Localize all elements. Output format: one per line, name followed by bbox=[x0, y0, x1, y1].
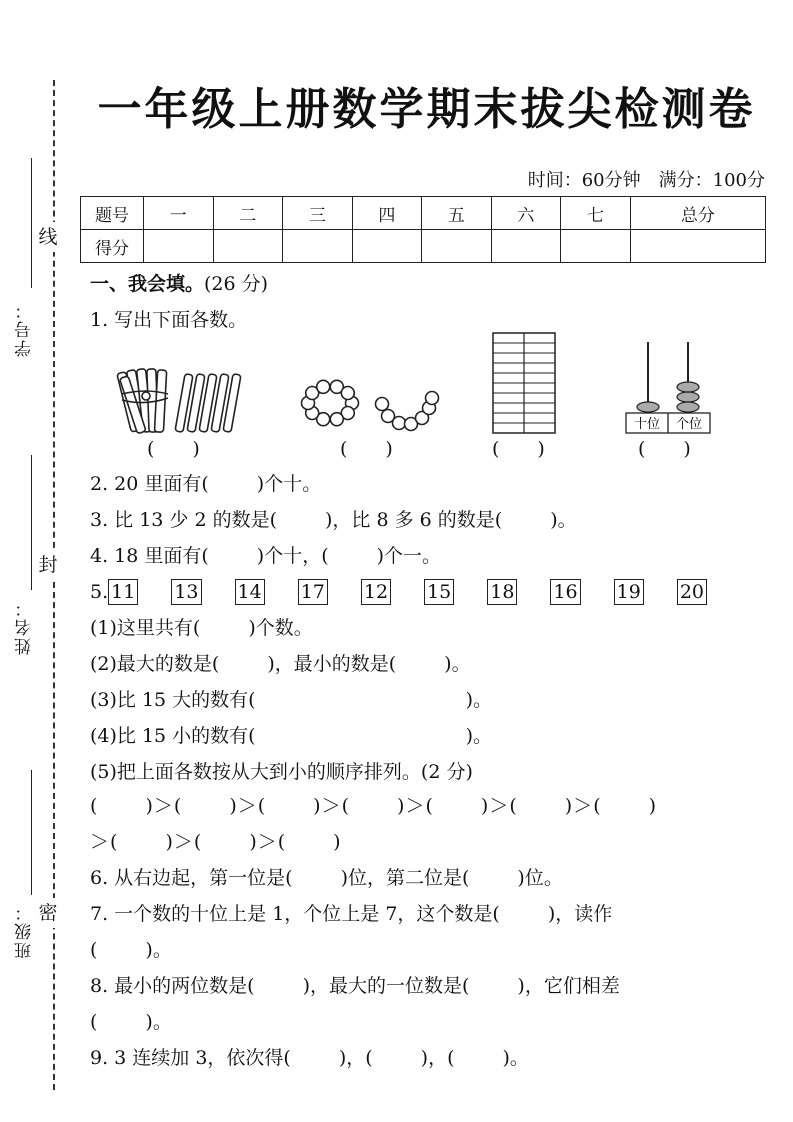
column-header: 六 bbox=[491, 197, 561, 230]
score-table bbox=[80, 196, 766, 263]
number-box: 17 bbox=[298, 579, 328, 605]
question-5-4: (4)比 15 小的数有( )。 bbox=[90, 725, 493, 747]
binding-word-mi: 密 bbox=[37, 898, 59, 928]
bead-chain-icon bbox=[376, 392, 439, 431]
question-7-cont: ( )。 bbox=[90, 939, 172, 961]
header-label-cell: 题号 bbox=[81, 197, 144, 230]
number-box: 11 bbox=[108, 579, 138, 605]
name-line[interactable] bbox=[31, 455, 32, 590]
question-5-2: (2)最大的数是( )，最小的数是( )。 bbox=[90, 653, 471, 675]
tens-bead-icon bbox=[637, 402, 659, 412]
exam-meta bbox=[528, 166, 765, 192]
section-points: (26 分) bbox=[204, 273, 269, 295]
score-cell[interactable] bbox=[561, 230, 631, 263]
score-label-cell: 得分 bbox=[81, 230, 144, 263]
answer-blank-sticks[interactable]: ( ) bbox=[147, 438, 200, 460]
page-title: 一年级上册数学期末拔尖检测卷 bbox=[97, 84, 756, 135]
score-cell[interactable] bbox=[144, 230, 214, 263]
question-5-1: (1)这里共有( )个数。 bbox=[90, 617, 313, 639]
score-table-header-row bbox=[81, 197, 766, 230]
score-cell[interactable] bbox=[422, 230, 492, 263]
score-table-score-row bbox=[81, 230, 766, 263]
bead-icon bbox=[330, 413, 343, 426]
question-2: 2. 20 里面有( )个十。 bbox=[90, 473, 322, 495]
question-5-3: (3)比 15 大的数有( )。 bbox=[90, 689, 493, 711]
question-8-cont: ( )。 bbox=[90, 1011, 172, 1033]
bead-icon bbox=[341, 387, 354, 400]
name-label: 姓名： bbox=[15, 598, 35, 655]
ones-label: 个位 bbox=[675, 417, 703, 432]
column-header: 二 bbox=[213, 197, 283, 230]
number-box: 19 bbox=[614, 579, 644, 605]
bead-ring-icon bbox=[302, 380, 359, 425]
score-cell[interactable] bbox=[213, 230, 283, 263]
question-9: 9. 3 连续加 3，依次得( )，( )，( )。 bbox=[90, 1047, 529, 1069]
bead-icon bbox=[376, 398, 389, 411]
column-header: 四 bbox=[352, 197, 422, 230]
binding-word-feng: 封 bbox=[37, 550, 59, 580]
number-box: 16 bbox=[550, 579, 580, 605]
answer-blank-beads[interactable]: ( ) bbox=[340, 438, 393, 460]
answer-blank-grid[interactable]: ( ) bbox=[492, 438, 545, 460]
question-8: 8. 最小的两位数是( )，最大的一位数是( )，它们相差 bbox=[90, 975, 620, 997]
hundred-grid-figure bbox=[492, 332, 558, 436]
question-7: 7. 一个数的十位上是 1，个位上是 7，这个数是( )，读作 bbox=[90, 903, 613, 925]
student-number-label: 学号： bbox=[15, 300, 35, 357]
binding-word-xian: 线 bbox=[37, 222, 59, 252]
column-header: 一 bbox=[144, 197, 214, 230]
question-1: 1. 写出下面各数。 bbox=[90, 309, 248, 331]
ones-bead-icon bbox=[677, 392, 699, 402]
score-cell[interactable] bbox=[283, 230, 353, 263]
sticks-bundle-figure bbox=[110, 358, 250, 438]
full-score: 满分：100分 bbox=[658, 170, 765, 191]
number-box: 20 bbox=[677, 579, 707, 605]
ones-bead-icon bbox=[677, 402, 699, 412]
column-header: 五 bbox=[422, 197, 492, 230]
class-line[interactable] bbox=[31, 770, 32, 895]
column-header: 七 bbox=[561, 197, 631, 230]
question-4: 4. 18 里面有( )个十，( )个一。 bbox=[90, 545, 442, 567]
section-title: 一、我会填。 bbox=[90, 273, 205, 295]
number-box: 12 bbox=[361, 579, 391, 605]
ordering-line-1[interactable]: ( )＞( )＞( )＞( )＞( )＞( )＞( ) bbox=[90, 795, 658, 817]
time-limit: 时间：60分钟 bbox=[527, 170, 641, 191]
abacus-figure bbox=[622, 340, 714, 436]
ordering-line-2[interactable]: ＞( )＞( )＞( ) bbox=[90, 831, 342, 853]
question-3: 3. 比 13 少 2 的数是( )，比 8 多 6 的数是( )。 bbox=[90, 509, 577, 531]
column-header: 总分 bbox=[630, 197, 765, 230]
beads-figure bbox=[298, 370, 448, 440]
single-sticks-icon bbox=[175, 374, 241, 433]
tens-label: 十位 bbox=[633, 417, 661, 432]
bead-icon bbox=[317, 380, 330, 393]
number-box: 13 bbox=[171, 579, 201, 605]
student-number-line[interactable] bbox=[31, 158, 32, 288]
bundle-of-ten-icon bbox=[117, 369, 168, 434]
number-box: 15 bbox=[424, 579, 454, 605]
bead-icon bbox=[393, 417, 406, 430]
number-box: 18 bbox=[487, 579, 517, 605]
section-heading bbox=[90, 270, 268, 298]
answer-blank-abacus[interactable]: ( ) bbox=[638, 438, 691, 460]
number-box: 14 bbox=[235, 579, 265, 605]
score-cell[interactable] bbox=[630, 230, 765, 263]
column-header: 三 bbox=[283, 197, 353, 230]
question-6: 6. 从右边起，第一位是( )位，第二位是( )位。 bbox=[90, 867, 563, 889]
ones-bead-icon bbox=[677, 382, 699, 392]
bead-icon bbox=[426, 392, 439, 405]
question-5-numbers: 5. 11 13 14 17 12 15 18 16 19 20 bbox=[90, 578, 740, 606]
score-cell[interactable] bbox=[491, 230, 561, 263]
score-cell[interactable] bbox=[352, 230, 422, 263]
class-label: 班级： bbox=[15, 902, 35, 959]
question-5-5: (5)把上面各数按从大到小的顺序排列。(2 分) bbox=[90, 761, 473, 783]
